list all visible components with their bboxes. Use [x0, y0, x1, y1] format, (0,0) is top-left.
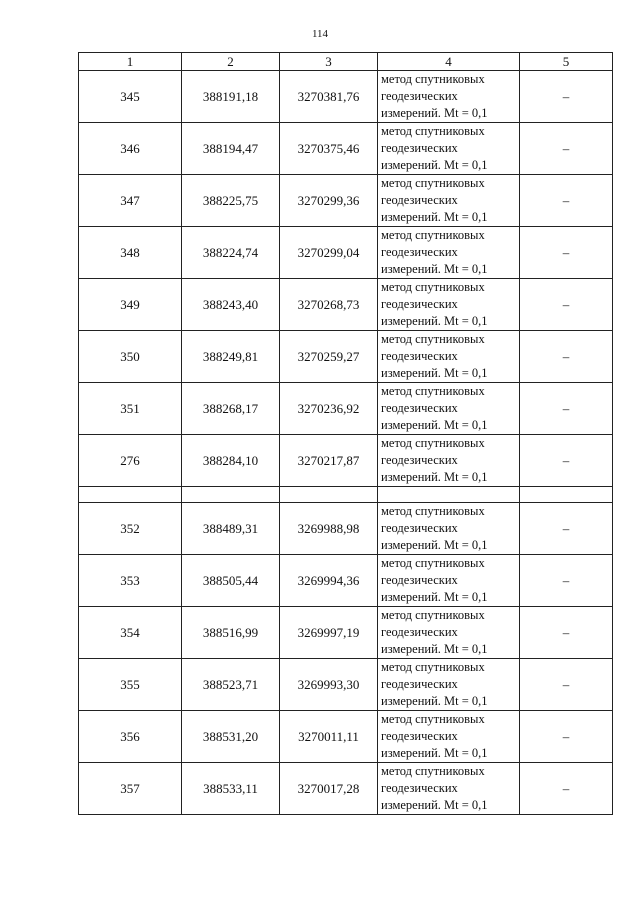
y-coordinate-cell: 3270236,92 [280, 383, 378, 435]
method-cell [378, 555, 520, 607]
method-text-line: измерений. Mt = 0,1 [381, 262, 488, 276]
x-coordinate-cell: 388224,74 [182, 227, 280, 279]
point-number-cell: 352 [79, 503, 182, 555]
method-cell [378, 711, 520, 763]
method-text-line: геодезических [381, 729, 458, 743]
y-coordinate-cell: 3269993,30 [280, 659, 378, 711]
table-row [79, 659, 613, 711]
method-cell [378, 331, 520, 383]
method-text-line: геодезических [381, 245, 458, 259]
method-text-line: измерений. Mt = 0,1 [381, 746, 488, 760]
method-text-line: измерений. Mt = 0,1 [381, 470, 488, 484]
note-cell: – [520, 123, 613, 175]
y-coordinate-cell: 3270299,36 [280, 175, 378, 227]
note-cell: – [520, 227, 613, 279]
point-number-cell: 349 [79, 279, 182, 331]
method-text-line: метод спутниковых [381, 124, 485, 138]
method-text-line: измерений. Mt = 0,1 [381, 158, 488, 172]
y-coordinate-cell: 3269988,98 [280, 503, 378, 555]
y-coordinate-cell: 3269994,36 [280, 555, 378, 607]
note-cell: – [520, 383, 613, 435]
method-text-line: измерений. Mt = 0,1 [381, 366, 488, 380]
table-row [79, 71, 613, 123]
table-row [79, 435, 613, 487]
method-text-line: измерений. Mt = 0,1 [381, 590, 488, 604]
table-row [79, 227, 613, 279]
method-text-line: измерений. Mt = 0,1 [381, 694, 488, 708]
x-coordinate-cell: 388489,31 [182, 503, 280, 555]
note-cell: – [520, 659, 613, 711]
x-coordinate-cell: 388516,99 [182, 607, 280, 659]
empty-cell [378, 487, 520, 503]
method-text-line: геодезических [381, 401, 458, 415]
method-text-line: геодезических [381, 297, 458, 311]
x-coordinate-cell: 388284,10 [182, 435, 280, 487]
table-header-row [79, 53, 613, 71]
note-cell: – [520, 711, 613, 763]
x-coordinate-cell: 388505,44 [182, 555, 280, 607]
method-text-line: геодезических [381, 89, 458, 103]
method-text-line: метод спутниковых [381, 72, 485, 86]
empty-cell [79, 487, 182, 503]
y-coordinate-cell: 3270381,76 [280, 71, 378, 123]
point-number-cell: 347 [79, 175, 182, 227]
method-text-line: метод спутниковых [381, 712, 485, 726]
method-text-line: измерений. Mt = 0,1 [381, 314, 488, 328]
y-coordinate-cell: 3270268,73 [280, 279, 378, 331]
note-cell: – [520, 331, 613, 383]
method-text-line: метод спутниковых [381, 436, 485, 450]
method-text-line: геодезических [381, 573, 458, 587]
method-text-line: геодезических [381, 677, 458, 691]
method-text-line: измерений. Mt = 0,1 [381, 538, 488, 552]
method-text-line: измерений. Mt = 0,1 [381, 642, 488, 656]
point-number-cell: 346 [79, 123, 182, 175]
method-cell [378, 607, 520, 659]
note-cell: – [520, 763, 613, 815]
point-number-cell: 354 [79, 607, 182, 659]
x-coordinate-cell: 388191,18 [182, 71, 280, 123]
method-cell [378, 763, 520, 815]
y-coordinate-cell: 3270011,11 [280, 711, 378, 763]
method-text-line: геодезических [381, 521, 458, 535]
method-cell [378, 435, 520, 487]
x-coordinate-cell: 388268,17 [182, 383, 280, 435]
method-text-line: метод спутниковых [381, 556, 485, 570]
method-text-line: измерений. Mt = 0,1 [381, 418, 488, 432]
method-text-line: измерений. Mt = 0,1 [381, 798, 488, 812]
method-cell [378, 659, 520, 711]
note-cell: – [520, 435, 613, 487]
method-text-line: метод спутниковых [381, 332, 485, 346]
method-text-line: метод спутниковых [381, 764, 485, 778]
table-row [79, 279, 613, 331]
method-text-line: измерений. Mt = 0,1 [381, 210, 488, 224]
point-number-cell: 348 [79, 227, 182, 279]
method-cell [378, 175, 520, 227]
y-coordinate-cell: 3270259,27 [280, 331, 378, 383]
table-row [79, 711, 613, 763]
point-number-cell: 276 [79, 435, 182, 487]
table-row [79, 123, 613, 175]
point-number-cell: 351 [79, 383, 182, 435]
method-text-line: геодезических [381, 141, 458, 155]
note-cell: – [520, 555, 613, 607]
method-cell [378, 279, 520, 331]
table-row [79, 763, 613, 815]
method-cell [378, 123, 520, 175]
column-header: 5 [520, 53, 613, 71]
x-coordinate-cell: 388225,75 [182, 175, 280, 227]
empty-cell [280, 487, 378, 503]
note-cell: – [520, 175, 613, 227]
column-header: 1 [79, 53, 182, 71]
point-number-cell: 350 [79, 331, 182, 383]
y-coordinate-cell: 3270017,28 [280, 763, 378, 815]
method-cell [378, 503, 520, 555]
method-text-line: метод спутниковых [381, 280, 485, 294]
y-coordinate-cell: 3270217,87 [280, 435, 378, 487]
x-coordinate-cell: 388249,81 [182, 331, 280, 383]
table-row [79, 331, 613, 383]
method-text-line: метод спутниковых [381, 176, 485, 190]
empty-cell [182, 487, 280, 503]
column-header: 4 [378, 53, 520, 71]
method-text-line: метод спутниковых [381, 384, 485, 398]
y-coordinate-cell: 3270299,04 [280, 227, 378, 279]
coordinates-table [78, 52, 613, 815]
method-cell [378, 227, 520, 279]
method-text-line: метод спутниковых [381, 228, 485, 242]
x-coordinate-cell: 388531,20 [182, 711, 280, 763]
x-coordinate-cell: 388533,11 [182, 763, 280, 815]
page-number: 114 [311, 28, 329, 40]
empty-cell [520, 487, 613, 503]
note-cell: – [520, 607, 613, 659]
note-cell: – [520, 71, 613, 123]
method-cell [378, 383, 520, 435]
point-number-cell: 356 [79, 711, 182, 763]
column-header: 2 [182, 53, 280, 71]
point-number-cell: 353 [79, 555, 182, 607]
point-number-cell: 355 [79, 659, 182, 711]
table-row [79, 175, 613, 227]
point-number-cell: 345 [79, 71, 182, 123]
table-row [79, 555, 613, 607]
x-coordinate-cell: 388194,47 [182, 123, 280, 175]
method-text-line: метод спутниковых [381, 608, 485, 622]
table-row [79, 607, 613, 659]
method-text-line: геодезических [381, 625, 458, 639]
y-coordinate-cell: 3270375,46 [280, 123, 378, 175]
method-text-line: метод спутниковых [381, 504, 485, 518]
method-text-line: метод спутниковых [381, 660, 485, 674]
method-cell [378, 71, 520, 123]
separator-row [79, 487, 613, 503]
y-coordinate-cell: 3269997,19 [280, 607, 378, 659]
method-text-line: геодезических [381, 193, 458, 207]
method-text-line: геодезических [381, 349, 458, 363]
x-coordinate-cell: 388243,40 [182, 279, 280, 331]
method-text-line: геодезических [381, 781, 458, 795]
note-cell: – [520, 503, 613, 555]
x-coordinate-cell: 388523,71 [182, 659, 280, 711]
table-row [79, 383, 613, 435]
column-header: 3 [280, 53, 378, 71]
method-text-line: геодезических [381, 453, 458, 467]
note-cell: – [520, 279, 613, 331]
table-row [79, 503, 613, 555]
method-text-line: измерений. Mt = 0,1 [381, 106, 488, 120]
point-number-cell: 357 [79, 763, 182, 815]
